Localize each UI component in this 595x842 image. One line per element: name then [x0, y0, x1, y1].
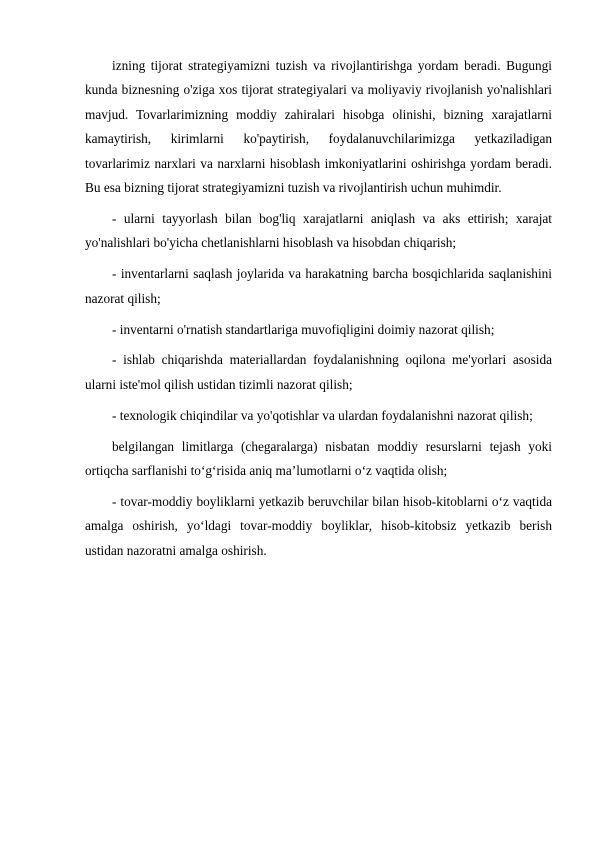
list-item-suppliers: - tovar-moddiy boyliklarni yetkazib beruvchilar bilan hisob-kitoblarni o‘z vaqtida amalga oshirish, yo‘ldagi tovar-moddiy boyliklar, hisob-kitobsiz yetkazib berish ustidan nazoratni amalga oshirish.	[85, 494, 552, 558]
list-item-expenses: - ularni tayyorlash bilan bog'liq xarajatlarni aniqlash va aks ettirish; xarajat yo'nalishlari bo'yicha chetlanishlarni hisoblash va hisobdan chiqarish;	[85, 210, 552, 251]
list-item-limits: belgilangan limitlarga (chegaralarga) nisbatan moddiy resurslarni tejash yoki ortiqcha sarflanishi to‘g‘risida aniq ma’lumotlarni o‘z vaqtida olish;	[85, 438, 552, 479]
list-item-material-usage: - ishlab chiqarishda materiallardan foydalanishning oqilona me'yorlari asosida ularni iste'mol qilish ustidan tizimli nazorat qilish;	[85, 352, 552, 392]
list-item-inventory-standards: - inventarni o'rnatish standartlariga muvofiqligini doimiy nazorat qilish;	[112, 321, 495, 337]
paragraph-intro: izning tijorat strategiyamizni tuzish va rivojlantirishga yordam beradi. Bugungi kunda biznesning o'ziga xos tijorat strategiyalari va moliyaviy rivojlanish yo'nalishlari mavjud. Tovarlarimizning moddiy zahiralari hisobga olinishi, bizning xarajatlarni kamaytirish, kirimlarni ko'paytirish, foydalanuvchilarimizga yetkaziladigan tovarlarimiz narxlari va narxlarni hisoblash imkoniyatlarini oshirishga yordam beradi. Bu esa bizning tijorat strategiyamizni tuzish va rivojlantirish uchun muhimdir.	[85, 58, 552, 196]
document-page	[85, 54, 552, 570]
list-item-inventory-storage: - inventarlarni saqlash joylarida va harakatning barcha bosqichlarida saqlanishini nazorat qilish;	[85, 266, 552, 306]
list-item-waste-control: - texnologik chiqindilar va yo'qotishlar va ulardan foydalanishni nazorat qilish;	[112, 407, 533, 423]
